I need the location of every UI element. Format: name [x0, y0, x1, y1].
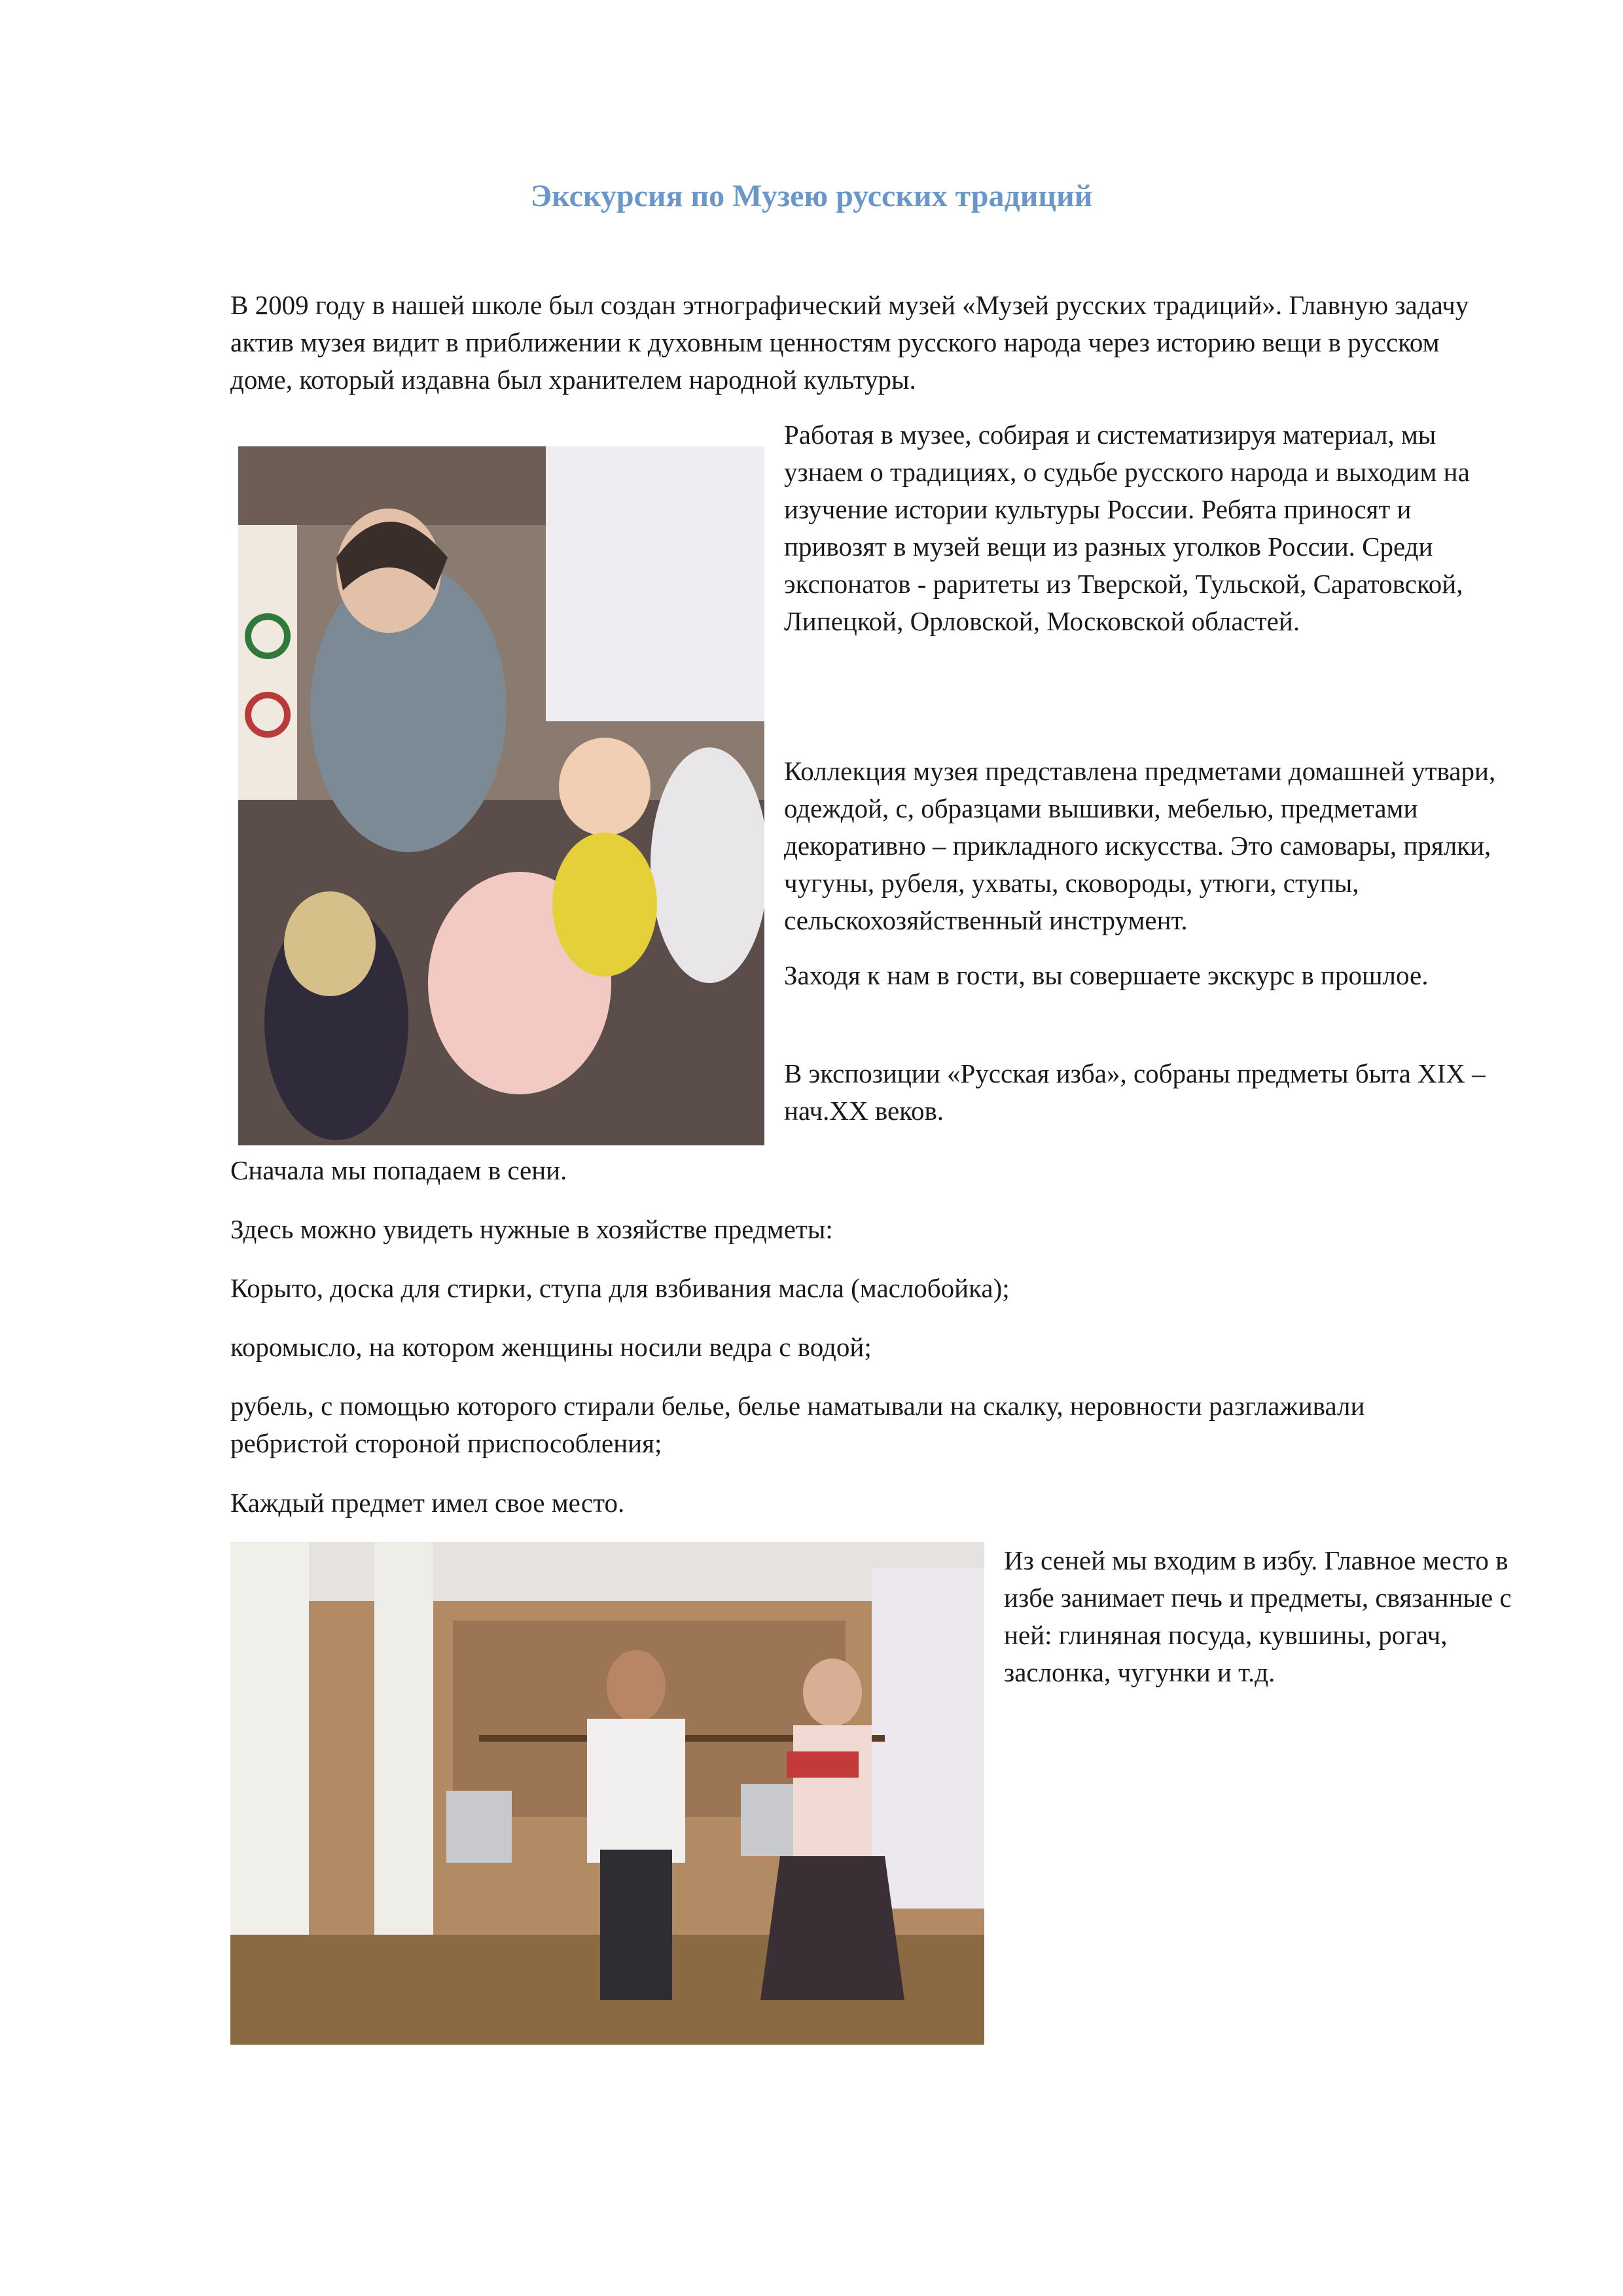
collection-paragraph: Коллекция музея представлена предметами домашней утвари, одеждой, с, образцами вышивки, мебелью, предметами декоративно – прикладного искусства. Это самовары, прялки, чугуны, рубеля, ухваты, сковороды, утюги, ступы, сельскохозяйственный инструмент. [784, 756, 1496, 935]
body-line-mesto: Каждый предмет имел свое место. [230, 1488, 625, 1518]
visit-paragraph: Заходя к нам в гости, вы совершаете экскурс в прошлое. [784, 960, 1429, 990]
body-line-rubel: рубель, с помощью которого стирали белье, белье наматывали на скалку, неровности разглаживали ребристой стороной приспособления; [230, 1391, 1365, 1458]
izba-paragraph: Из сеней мы входим в избу. Главное место в избе занимает печь и предметы, связанные с ней: глиняная посуда, кувшины, рогач, заслонка, чугунки и т.д. [1004, 1545, 1512, 1687]
museum-photo-teacher-children [238, 446, 764, 1145]
intro-paragraph: В 2009 году в нашей школе был создан этнографический музей «Музей русских традиций». Главную задачу актив музея видит в приближении к духовным ценностям русского народа через историю вещи в русском доме, который издавна был хранителем народной культуры. [230, 290, 1469, 395]
body-line-items: Здесь можно увидеть нужные в хозяйстве предметы: [230, 1214, 833, 1244]
body-line-koryto: Корыто, доска для стирки, ступа для взбивания масла (маслобойка); [230, 1273, 1010, 1303]
body-line-seni: Сначала мы попадаем в сени. [230, 1155, 567, 1185]
document-title: Экскурсия по Музею русских традиций [530, 179, 1093, 213]
museum-work-paragraph: Работая в музее, собирая и систематизируя материал, мы узнаем о традициях, о судьбе русского народа и выходим на изучение истории культуры России. Ребята приносят и привозят в музей вещи из разных уголков России. Среди экспонатов - раритеты из Тверской, Тульской, Саратовской, Липецкой, Орловской, Московской областей. [784, 420, 1470, 636]
museum-photo-izba-performers [230, 1542, 984, 2045]
exposition-paragraph: В экспозиции «Русская изба», собраны предметы быта XIX – нач.XX веков. [784, 1058, 1486, 1126]
body-line-koromyslo: коромысло, на котором женщины носили ведра с водой; [230, 1332, 872, 1362]
